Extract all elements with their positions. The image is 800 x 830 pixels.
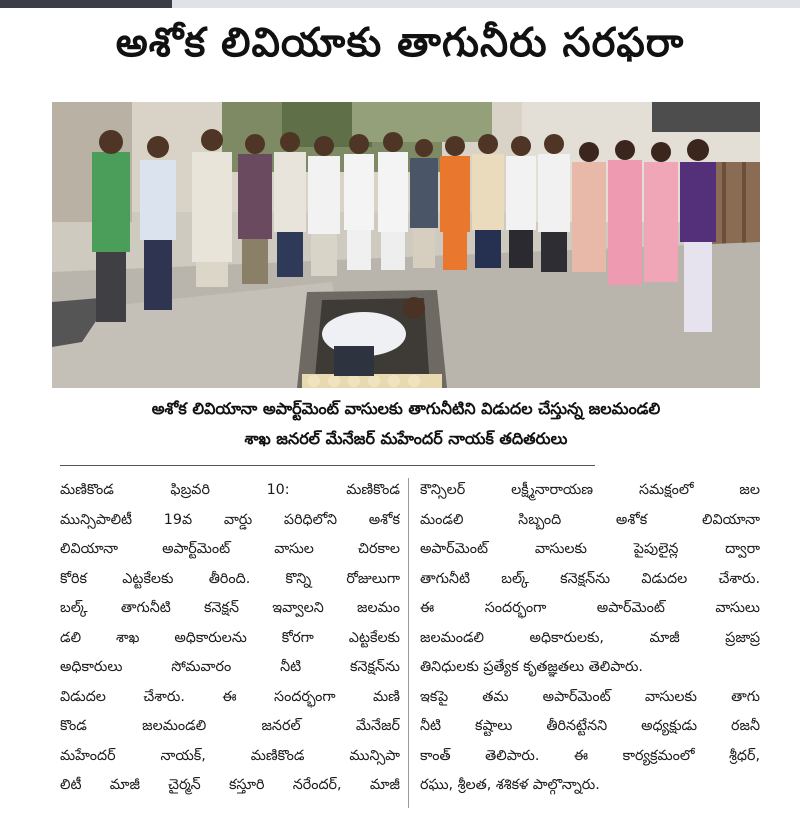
body-line: మహేందర్ నాయక్, మణికొండ మున్సిపా	[60, 747, 400, 764]
body-line: విడుదల చేశారు. ఈ సందర్భంగా మణి	[60, 688, 400, 705]
body-line: జలమండలి అధికారులకు, మాజీ ప్రజాప్ర	[420, 629, 760, 646]
body-line: డలి శాఖ అధికారులను కోరగా ఎట్టకేలకు	[60, 629, 400, 646]
body-line: నీటి కష్టాలు తీరినట్టేనని అధ్యక్షుడు రజనీ	[420, 718, 760, 734]
column-separator	[408, 478, 409, 808]
article-headline: అశోక లివియాకు తాగునీరు సరఫరా	[115, 20, 685, 66]
caption-line: శాఖ జనరల్ మేనేజర్ మహేందర్ నాయక్ తదితరులు	[244, 429, 568, 448]
body-line: అపార్‌మెంట్ వాసులకు పైపులైన్ల ద్వారా	[420, 541, 760, 557]
header-rule-dark	[0, 0, 172, 8]
body-line: తినిధులకు ప్రత్యేక కృతజ్ఞతలు తెలిపారు.	[420, 659, 643, 675]
header-rule-light	[172, 0, 800, 8]
body-line: మణికొండ ఫిబ్రవరి 10: మణికొండ	[60, 482, 400, 498]
body-line: కొండ జలమండలి జనరల్ మేనేజర్	[60, 718, 400, 734]
body-line: ఇకపై తమ అపార్‌మెంట్ వాసులకు తాగు	[420, 688, 760, 705]
body-line: మున్సిపాలిటీ 19వ వార్డు పరిధిలోని అశోక	[60, 511, 400, 528]
body-line: కౌన్సిలర్ లక్ష్మీనారాయణ సమక్షంలో జల	[420, 482, 760, 498]
body-line: అధికారులు సోమవారం నీటి కనెక్షన్‌ను	[60, 659, 400, 675]
body-line: బల్క్ తాగునీటి కనెక్షన్ ఇవ్వాలని జలమం	[60, 600, 400, 616]
photo-caption	[52, 394, 760, 454]
article-column-left	[60, 476, 400, 801]
body-line: తాగునీటి బల్క్ కనెక్షన్‌ను విడుదల చేశారు.	[420, 570, 760, 587]
caption-divider	[60, 465, 595, 466]
news-photo	[52, 102, 760, 388]
body-line: కోరిక ఎట్టకేలకు తీరింది. కొన్ని రోజులుగా	[60, 570, 400, 587]
body-line: మండలి సిబ్బంది అశోక లివియానా	[420, 511, 760, 528]
body-line: లిటీ మాజీ చైర్మన్ కస్తూరి నరేందర్, మాజీ	[60, 777, 400, 793]
article-column-right	[420, 476, 760, 801]
body-line: రఘు, శ్రీలత, శశికళ పాల్గొన్నారు.	[420, 777, 600, 793]
body-line: లివియానా అపార్ట్‌మెంట్ వాసుల చిరకాల	[60, 541, 400, 557]
caption-line: అశోక లివియానా అపార్ట్‌మెంట్ వాసులకు తాగునీటిని విడుదల చేస్తున్న జలమండలి	[151, 399, 661, 418]
body-line: కాంత్ తెలిపారు. ఈ కార్యక్రమంలో శ్రీధర్,	[420, 747, 760, 764]
body-line: ఈ సందర్భంగా అపార్‌మెంట్ వాసులు	[420, 600, 760, 616]
